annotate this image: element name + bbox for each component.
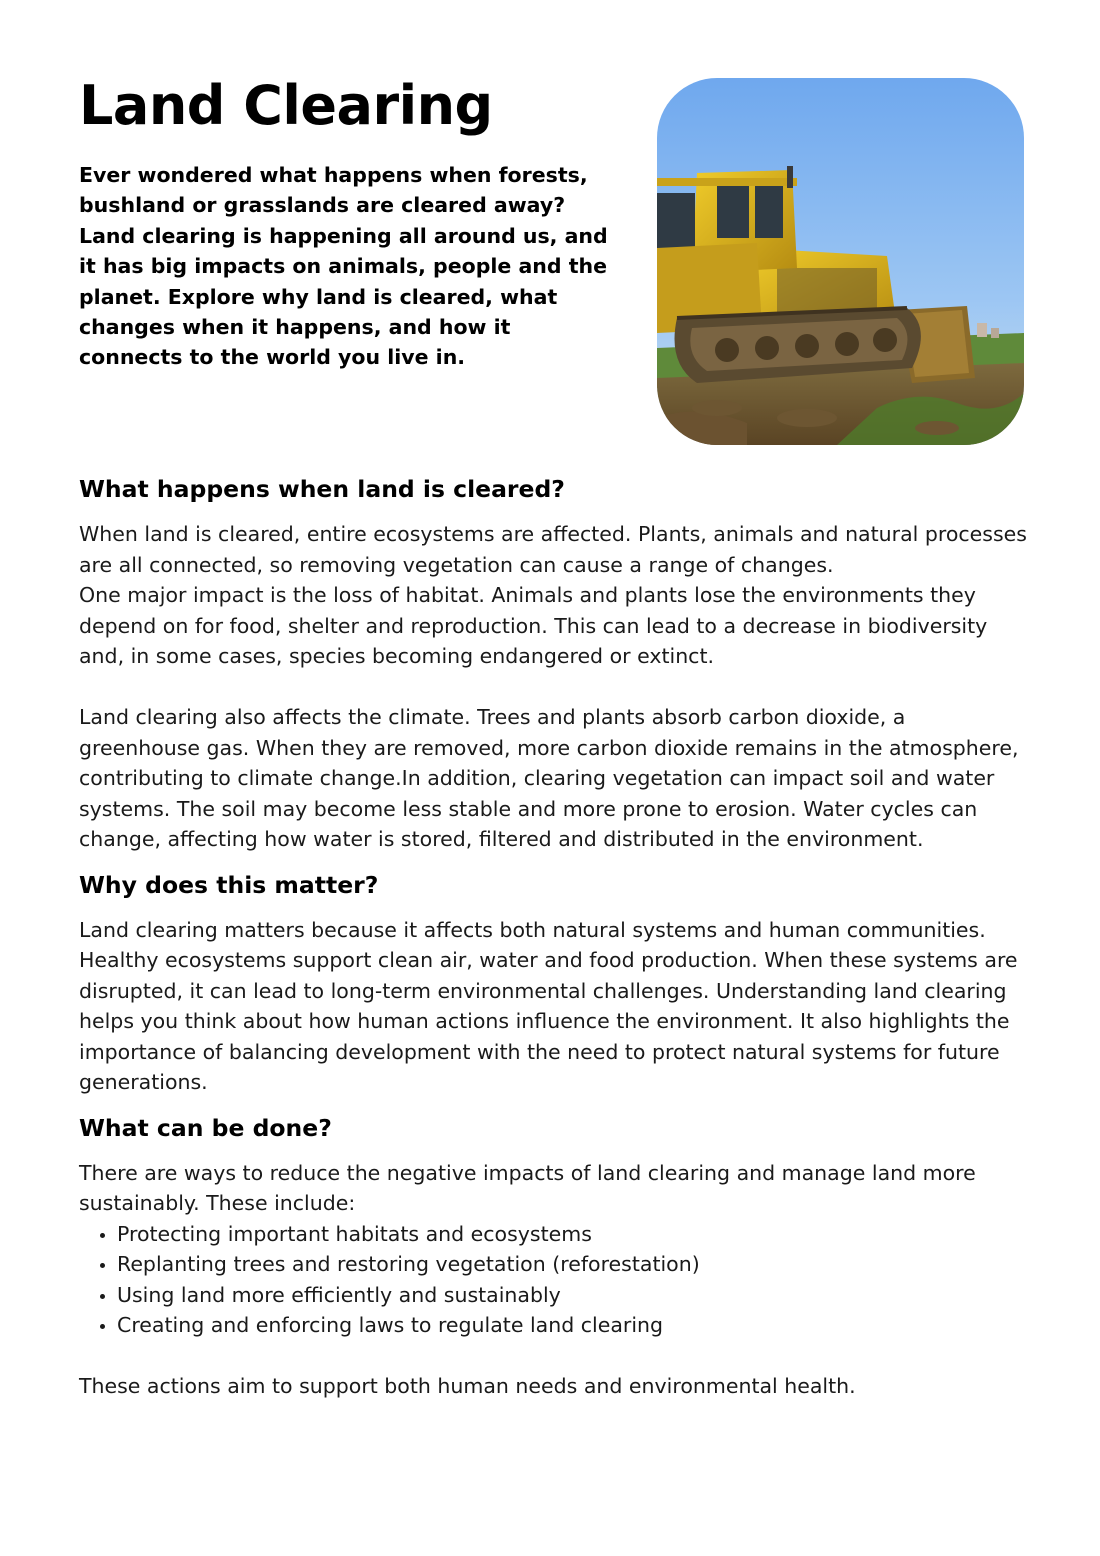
paragraph: When land is cleared, entire ecosystems are affected. Plants, animals and natural processes are all connected, so removing vegetation can cause a range of changes. <box>79 522 1027 577</box>
actions-list <box>79 1219 1029 1341</box>
hero-image <box>657 78 1024 445</box>
section-heading-what-happens: What happens when land is cleared? <box>79 475 565 503</box>
list-item: • Using land more efficiently and sustainably <box>117 1280 1029 1311</box>
bulldozer-photo <box>657 78 1024 445</box>
intro-paragraph: Ever wondered what happens when forests, bushland or grasslands are cleared away? Land clearing is happening all around us, and it has big impacts on animals, people and the planet. Explore why land is cleared, what changes when it happens, and how it connects to the world you live in. <box>79 163 608 370</box>
list-item: • Replanting trees and restoring vegetation (reforestation) <box>117 1249 1029 1280</box>
section-heading-what-can-be-done: What can be done? <box>79 1113 332 1142</box>
closing-paragraph: These actions aim to support both human needs and environmental health. <box>79 1374 856 1398</box>
list-item: • Creating and enforcing laws to regulate land clearing <box>117 1310 1029 1341</box>
paragraph: Land clearing also affects the climate. Trees and plants absorb carbon dioxide, a greenhouse gas. When they are removed, more carbon dioxide remains in the atmosphere, contributing to climate change.In addition, clearing vegetation can impact soil and water systems. The soil may become less stable and more prone to erosion. Water cycles can change, affecting how water is stored, filtered and distributed in the environment. <box>79 705 1019 851</box>
section-heading-why-matter: Why does this matter? <box>79 870 379 899</box>
paragraph: Land clearing matters because it affects both natural systems and human communities. Healthy ecosystems support clean air, water and food production. When these systems are disrupted, it can lead to long-term environmental challenges. Understanding land clearing helps you think about how human actions influence the environment. It also highlights the importance of balancing development with the need to protect natural systems for future generations. <box>79 917 1018 1094</box>
page-title: Land Clearing <box>79 74 493 137</box>
list-item: • Protecting important habitats and ecosystems <box>117 1219 1029 1250</box>
paragraph: There are ways to reduce the negative impacts of land clearing and manage land more sustainably. These include: <box>79 1160 976 1215</box>
paragraph: One major impact is the loss of habitat. Animals and plants lose the environments they depend on for food, shelter and reproduction. This can lead to a decrease in biodiversity and, in some cases, species becoming endangered or extinct. <box>79 583 988 668</box>
main-content <box>79 470 1029 1402</box>
